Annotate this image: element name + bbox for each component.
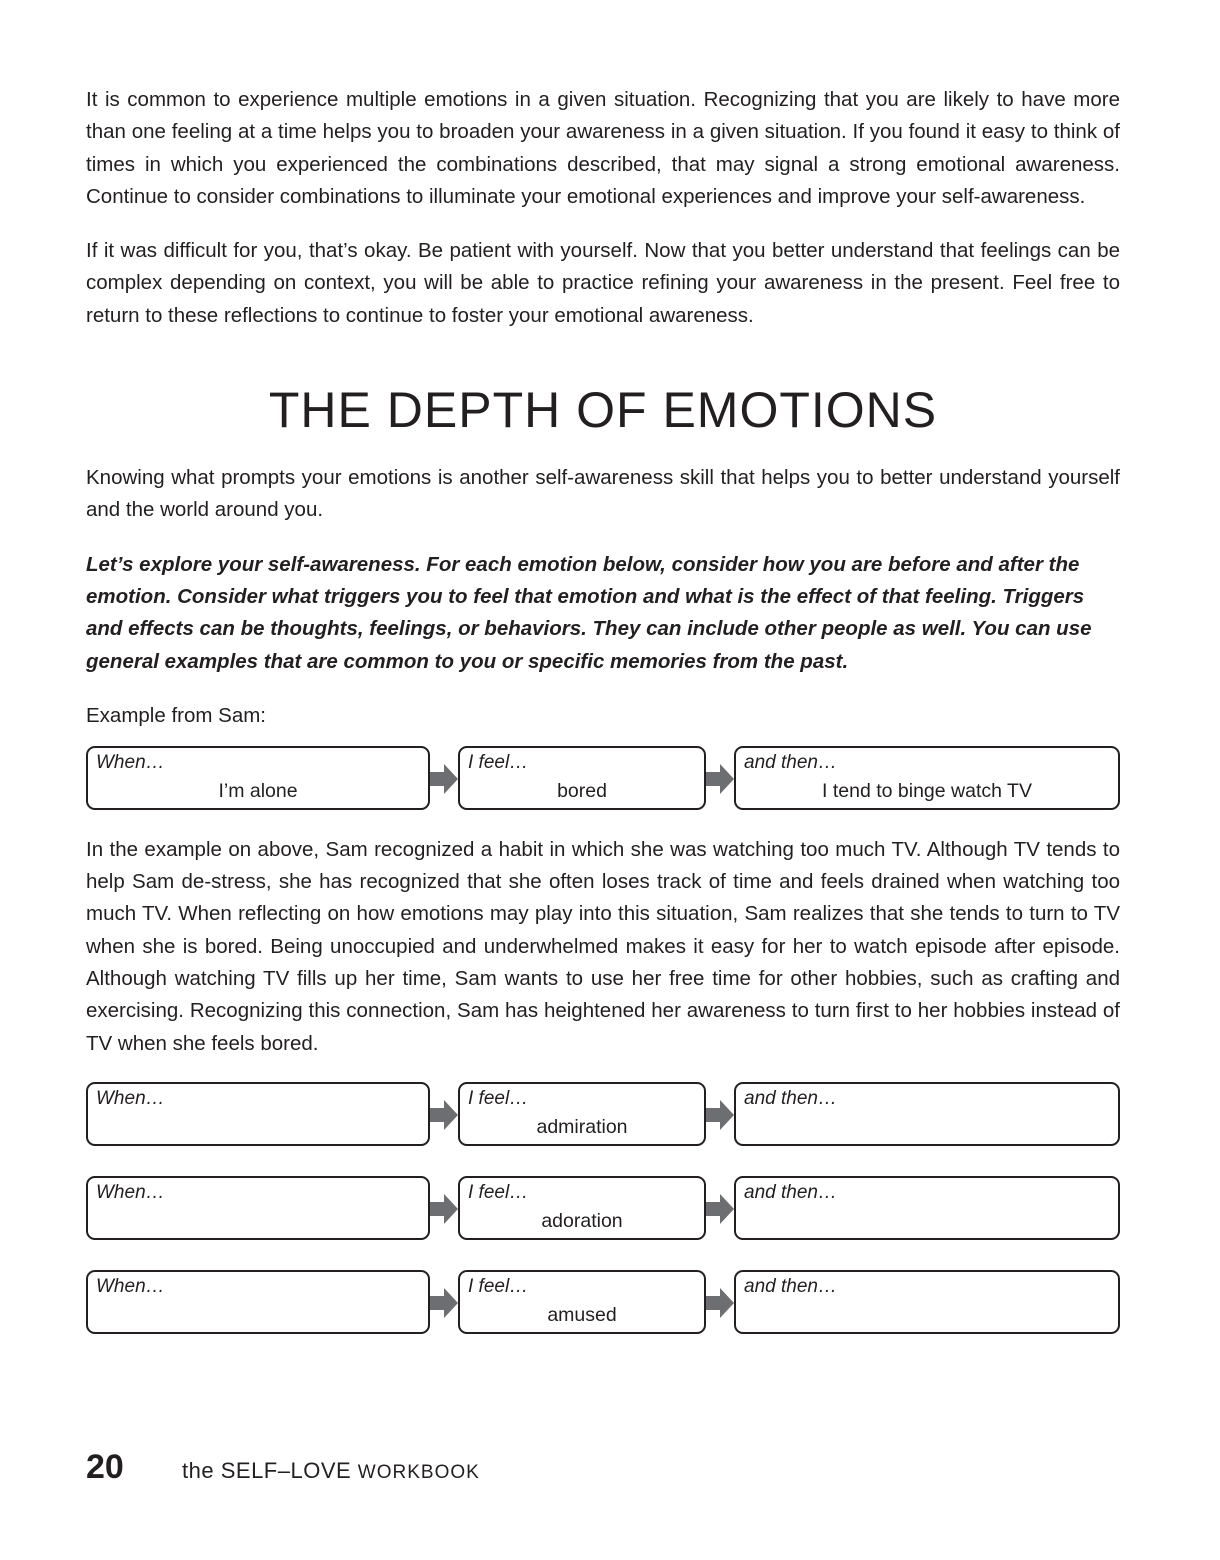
example-when-answer: I’m alone: [218, 779, 298, 802]
when-prompt: When…: [96, 1275, 165, 1297]
section-intro: Knowing what prompts your emotions is another self-awareness skill that helps you to better understand yourself and the world around you.: [86, 466, 1120, 522]
intro-paragraph-1: It is common to experience multiple emotions in a given situation. Recognizing that you are likely to have more than one feeling at a time helps you to broaden your awareness in a given situation. If you found it easy to think of times in which you experienced the combinations described, that may signal a strong emotional awareness. Continue to consider combinations to illuminate your emotional experiences and improve your self-awareness.: [86, 88, 1120, 208]
arrow-right-icon: [706, 1100, 734, 1130]
instructions: Let’s explore your self-awareness. For each emotion below, consider how you are before and after the emotion. Consider what triggers you to feel that emotion and what is the effect of that feeling. Triggers and effects can be thoughts, feelings, or behaviors. They can include other people as well. You can use general examples that are common to you or specific memories from the past.: [86, 552, 1092, 673]
book-title: [182, 1458, 480, 1484]
feel-box: [458, 1082, 706, 1146]
when-prompt: When…: [96, 1087, 165, 1109]
example-feel-answer: bored: [557, 779, 607, 802]
exercise-row: [86, 1176, 1120, 1244]
feel-prompt: I feel…: [468, 1275, 529, 1297]
feel-prompt: I feel…: [468, 1181, 529, 1203]
then-prompt: and then…: [744, 1087, 837, 1109]
when-prompt: When…: [96, 1181, 165, 1203]
feel-box: [458, 1176, 706, 1240]
example-then-answer: I tend to binge watch TV: [822, 779, 1032, 802]
example-explanation: In the example on above, Sam recognized a habit in which she was watching too much TV. Although TV tends to help Sam de-stress, she has recognized that she often loses track of time and feels drained when watching too much TV. When reflecting on how emotions may play into this situation, Sam realizes that she tends to turn to TV when she is bored. Being unoccupied and underwhelmed makes it easy for her to watch episode after episode. Although watching TV fills up her time, Sam wants to use her free time for other hobbies, such as crafting and exercising. Recognizing this connection, Sam has heightened her awareness to turn first to her hobbies instead of TV when she feels bored.: [86, 837, 1120, 1055]
then-prompt: and then…: [744, 1275, 837, 1297]
when-input-box[interactable]: [86, 1082, 430, 1146]
example-label: Example from Sam:: [86, 703, 266, 727]
feel-box: [458, 1270, 706, 1334]
when-input-box[interactable]: [86, 1176, 430, 1240]
page-footer: [86, 1448, 480, 1488]
exercise-rows: [86, 1082, 1120, 1338]
then-prompt: and then…: [744, 751, 837, 773]
then-input-box[interactable]: [734, 1270, 1120, 1334]
arrow-right-icon: [706, 1194, 734, 1224]
intro-paragraph-2: If it was difficult for you, that’s okay. Be patient with yourself. Now that you better understand that feelings can be complex depending on context, you will be able to practice refining your awareness in the present. Feel free to return to these reflections to continue to foster your emotional awareness.: [86, 239, 1120, 327]
example-then-box: [734, 746, 1120, 810]
page-content: [86, 84, 1120, 1338]
arrow-right-icon: [706, 764, 734, 794]
exercise-row: [86, 1270, 1120, 1338]
book-title-sub: WORKBOOK: [357, 1462, 480, 1483]
emotion-label: amused: [547, 1303, 617, 1326]
example-when-box: [86, 746, 430, 810]
then-prompt: and then…: [744, 1181, 837, 1203]
feel-prompt: I feel…: [468, 751, 529, 773]
book-title-the: the: [182, 1458, 215, 1483]
exercise-row: [86, 1082, 1120, 1150]
section-title: THE DEPTH OF EMOTIONS: [268, 382, 938, 439]
arrow-right-icon: [430, 764, 458, 794]
arrow-right-icon: [430, 1194, 458, 1224]
when-prompt: When…: [96, 751, 165, 773]
then-input-box[interactable]: [734, 1082, 1120, 1146]
book-title-main: SELF–LOVE: [220, 1458, 352, 1483]
feel-prompt: I feel…: [468, 1087, 529, 1109]
arrow-right-icon: [430, 1288, 458, 1318]
emotion-label: admiration: [536, 1115, 628, 1138]
arrow-right-icon: [430, 1100, 458, 1130]
arrow-right-icon: [706, 1288, 734, 1318]
example-row: [86, 746, 1120, 814]
emotion-label: adoration: [541, 1209, 623, 1232]
page-number: 20: [86, 1448, 124, 1486]
example-feel-box: [458, 746, 706, 810]
then-input-box[interactable]: [734, 1176, 1120, 1240]
when-input-box[interactable]: [86, 1270, 430, 1334]
